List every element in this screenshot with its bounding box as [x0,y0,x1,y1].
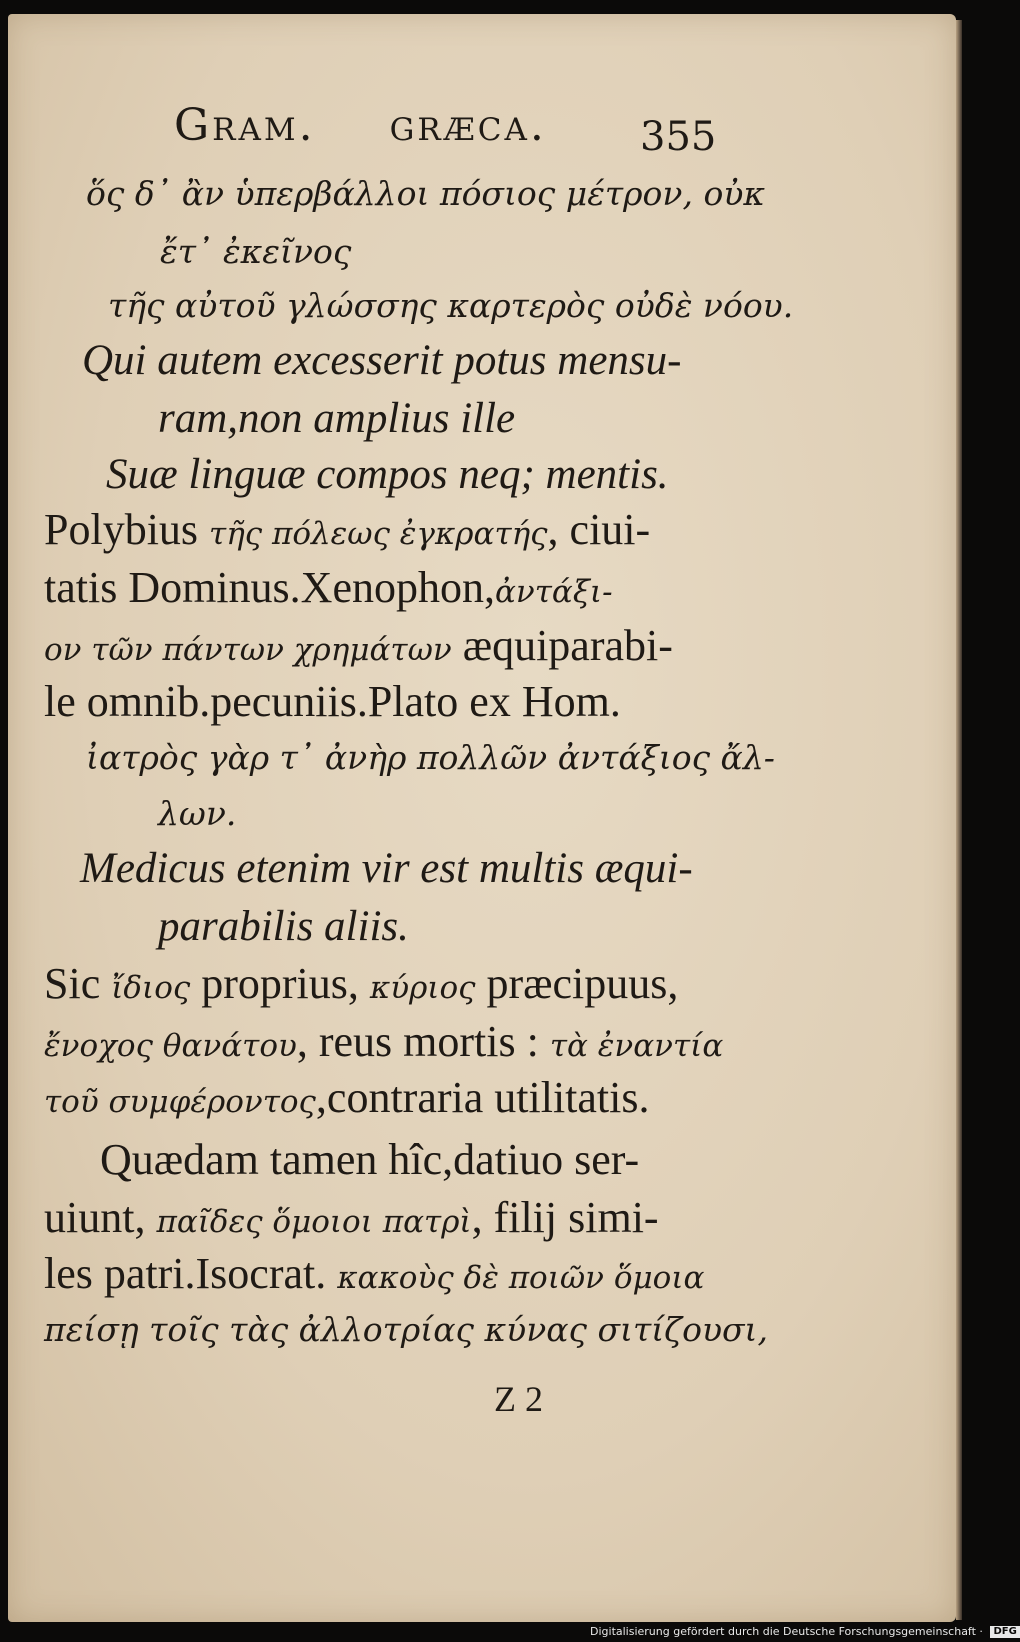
text-run: proprius, [201,959,359,1008]
book-page [8,14,956,1622]
text-line-enochos [44,1016,723,1067]
text-run: , ciui- [547,505,651,554]
greek-verse-line-1: ὅς δ᾽ ἂν ὑπερβάλλοι πόσιος μέτρον, οὐκ [86,174,766,213]
greek-run: κύριος [369,970,476,1006]
greek-line-last: πείσῃ τοῖς τὰς ἀλλοτρίας κύνας σιτίζουσι, [44,1310,768,1349]
signature-mark: Z 2 [494,1379,543,1419]
greek-run: ἴδιος [111,970,191,1006]
text-run: ,contraria utilitatis. [315,1073,650,1122]
text-line-chrematon [44,620,673,671]
page-number: 355 [640,114,717,160]
greek-verse-line-2: ἔτ᾽ ἐκεῖνος [160,232,352,271]
funding-footer: Digitalisierung gefördert durch die Deutsche Forschungsgemeinschaft · DFG [590,1624,995,1640]
funding-note: Digitalisierung gefördert durch die Deutsche Forschungsgemeinschaft [590,1625,976,1638]
greek-run: ον τῶν πάντων χρημάτων [44,632,452,668]
text-line-quaedam: Quædam tamen hîc,datiuo ser- [100,1135,640,1184]
greek-run: τῆς πόλεως ἐγκρατής [209,516,548,552]
text-run: , reus mortis : [296,1017,539,1066]
text-line-seruiunt [44,1192,659,1243]
running-title-left: Gram. [174,100,316,151]
greek-quote-line-2: λων. [158,794,237,833]
greek-run: ἀντάξι- [494,574,613,610]
latin-verse-line-3: Suæ linguæ compos neq; mentis. [106,451,669,498]
text-line-plato: le omnib.pecuniis.Plato ex Hom. [44,677,621,726]
greek-run: τὰ ἐναντία [549,1028,724,1064]
text-line-isocrat [44,1248,704,1299]
greek-run: ἔνοχος θανάτου [44,1028,297,1064]
text-line-sic [44,958,678,1009]
latin-quote-line-1: Medicus etenim vir est multis æqui- [80,845,693,892]
dfg-logo-icon: DFG [990,1626,1019,1638]
text-run: , filij simi- [471,1193,659,1242]
text-line-sympherontos [44,1072,650,1123]
greek-quote-line-1: ἰατρὸς γὰρ τ᾽ ἀνὴρ πολλῶν ἀντάξιος ἄλ- [86,738,775,777]
latin-verse-line-1: Qui autem excesserit potus mensu- [82,337,682,384]
text-run: Sic [44,959,101,1008]
running-title [174,100,547,151]
latin-verse-line-2: ram,non amplius ille [158,395,516,442]
latin-quote-line-2: parabilis aliis. [158,903,409,950]
text-run: tatis Dominus.Xenophon, [44,563,495,612]
text-run: les patri.Isocrat. [44,1249,327,1298]
greek-run: τοῦ συμφέροντος [44,1084,316,1120]
page-edge-shadow [956,20,962,1620]
greek-verse-line-3: τῆς αὐτοῦ γλώσσης καρτερὸς οὐδὲ νόου. [108,286,794,325]
running-title-right: græca. [389,100,547,151]
text-run: Polybius [44,505,199,554]
text-line-xenophon [44,562,613,613]
greek-run: κακοὺς δὲ ποιῶν ὅμοια [337,1260,705,1296]
text-run: æquiparabi- [462,621,673,670]
text-run: uiunt, [44,1193,146,1242]
greek-run: παῖδες ὅμοιοι πατρὶ [156,1204,472,1240]
text-line-polybius [44,504,650,555]
text-run: præcipuus, [486,959,679,1008]
